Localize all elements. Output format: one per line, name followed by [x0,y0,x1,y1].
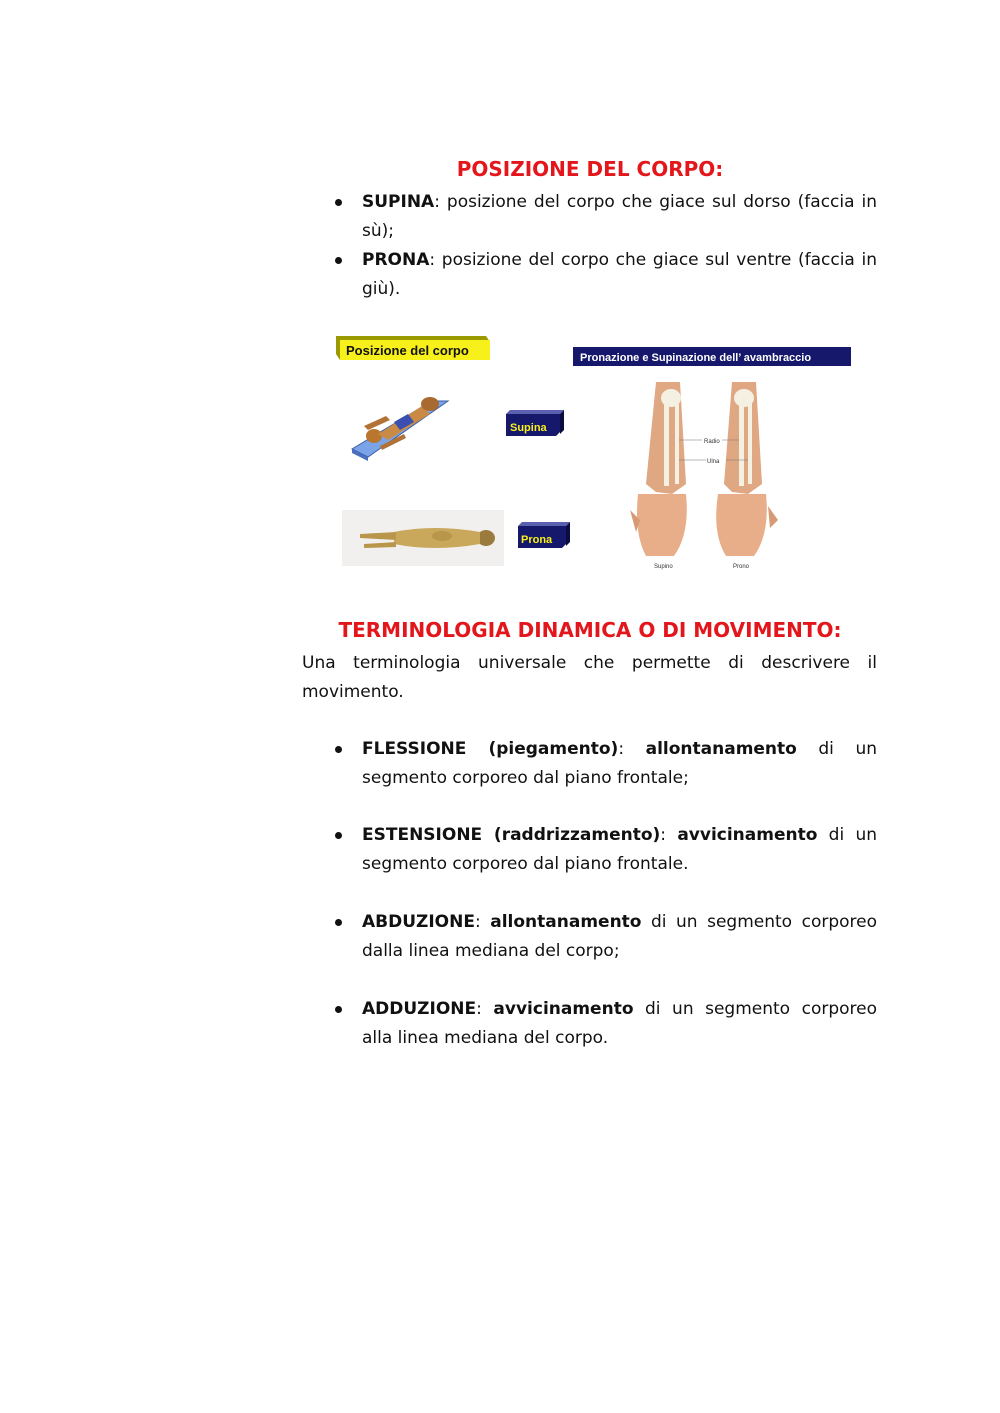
supine-figure-illustration [352,397,448,461]
definition-estensione: di un segmento corporeo dal piano frontale. [362,825,878,874]
definition-flessione: di un segmento corporeo dal piano frontale; [362,739,877,788]
bullet [335,832,342,839]
intro-paragraph: Una terminologia universale che permette di descrivere il movimento. [302,653,877,702]
list-item-estensione [362,821,877,879]
bullet [335,919,342,926]
body-position-figure [334,334,854,574]
bullet [335,257,342,264]
list-item-prona [362,246,877,304]
label-ulna: Ulna [707,459,720,465]
forearm-illustration [630,382,778,556]
definition-adduzione: di un segmento corporeo alla linea mediana del corpo. [362,999,877,1048]
figure-illustration [334,334,854,574]
term-flessione: FLESSIONE (piegamento) [362,739,619,759]
section-title-terminologia: TERMINOLOGIA DINAMICA O DI MOVIMENTO: [338,618,842,642]
bullet [335,1006,342,1013]
caption-prono: Prono [733,564,750,570]
section-title-posizione: POSIZIONE DEL CORPO: [456,157,724,181]
term-prona: PRONA [362,250,430,270]
term-abduzione: ABDUZIONE [362,912,475,932]
action-adduzione: avvicinamento [493,999,634,1019]
definition-prona: posizione del corpo che giace sul ventre (faccia in giù). [362,250,877,299]
separator: : [618,739,625,759]
term-adduzione: ADDUZIONE [362,999,477,1019]
tag-supina: Supina [510,422,547,434]
separator: : [434,192,440,212]
list-item-flessione [362,735,877,793]
separator: : [474,912,481,932]
separator: : [476,999,482,1019]
term-supina: SUPINA [362,192,435,212]
action-abduzione: allontanamento [490,912,642,932]
list-item-adduzione [362,995,877,1053]
label-radio: Radio [704,439,720,445]
tag-prona: Prona [521,534,553,546]
definition-supina: posizione del corpo che giace sul dorso (faccia in sù); [362,192,877,241]
term-estensione: ESTENSIONE (raddrizzamento) [362,825,661,845]
caption-supino: Supino [654,564,673,570]
separator: : [429,250,436,270]
list-item-abduzione [362,908,877,966]
separator: : [660,825,667,845]
bullet [335,199,342,206]
title-posizione-del-corpo: Posizione del corpo [346,343,469,358]
action-estensione: avvicinamento [677,825,818,845]
title-pronazione-supinazione: Pronazione e Supinazione dell’ avambraccio [580,352,812,364]
list-item-supina [362,188,877,246]
definition-abduzione: di un segmento corporeo dalla linea mediana del corpo; [362,912,877,961]
bullet [335,746,342,753]
action-flessione: allontanamento [645,739,797,759]
